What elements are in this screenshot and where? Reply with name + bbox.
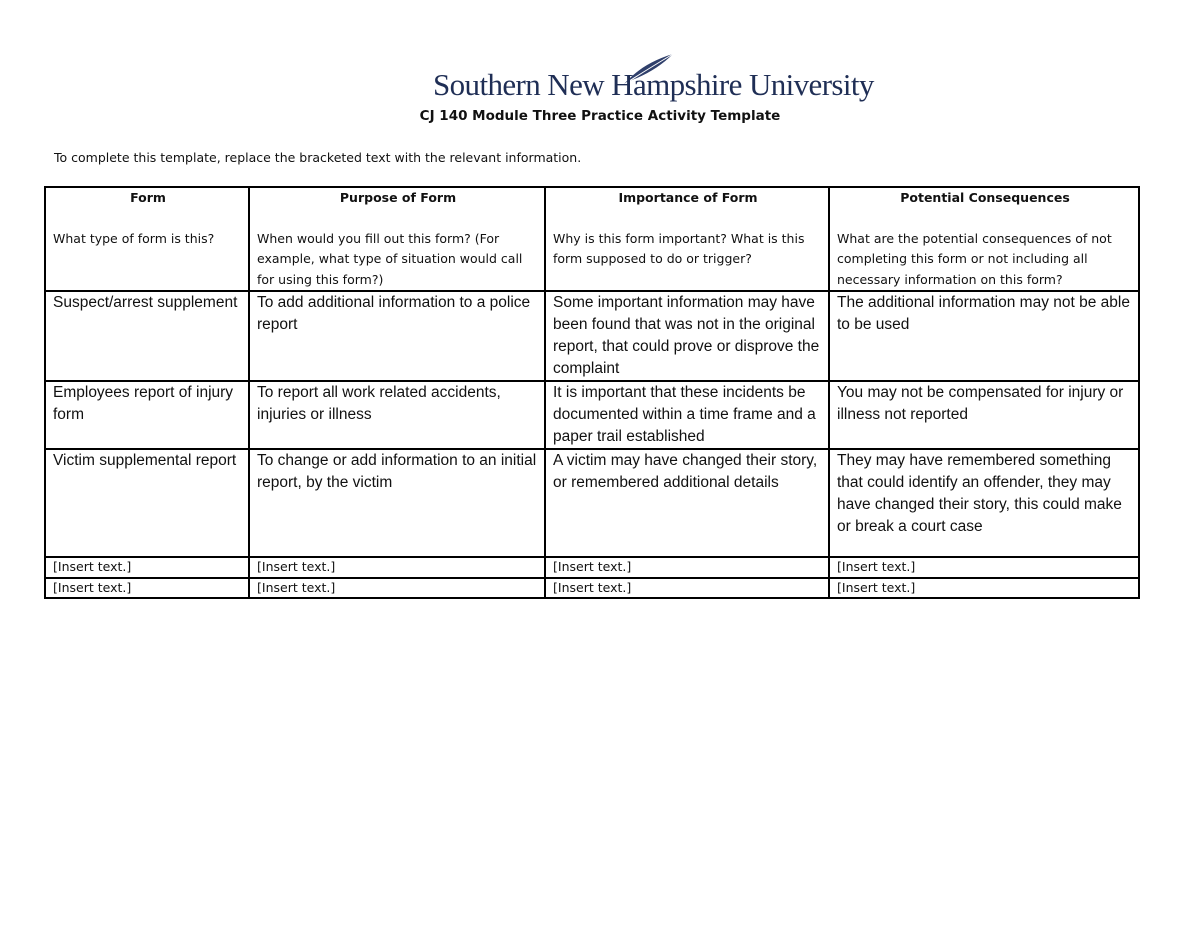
table-row	[45, 381, 1139, 449]
column-question: What type of form is this?	[53, 230, 215, 246]
table-cell: Victim supplemental report	[45, 449, 249, 557]
placeholder-cell[interactable]: [Insert text.]	[829, 557, 1139, 578]
placeholder-cell[interactable]: [Insert text.]	[545, 578, 829, 599]
table-row	[45, 449, 1139, 557]
table-cell: To report all work related accidents, injuries or illness	[249, 381, 545, 449]
table-cell: The additional information may not be able to be used	[829, 291, 1139, 381]
table-cell: To add additional information to a police report	[249, 291, 545, 381]
table-cell: To change or add information to an initial report, by the victim	[249, 449, 545, 557]
placeholder-cell[interactable]: [Insert text.]	[545, 557, 829, 578]
column-title: Importance of Form	[618, 190, 758, 205]
placeholder-cell[interactable]: [Insert text.]	[45, 578, 249, 599]
placeholder-cell[interactable]: [Insert text.]	[45, 557, 249, 578]
column-question: Why is this form important? What is this form supposed to do or trigger?	[553, 230, 805, 266]
table-cell: It is important that these incidents be documented within a time frame and a paper trail established	[545, 381, 829, 449]
table-cell: Employees report of injury form	[45, 381, 249, 449]
forms-table	[44, 186, 1140, 599]
column-title: Form	[130, 190, 166, 205]
table-cell: Suspect/arrest supplement	[45, 291, 249, 381]
table-cell: A victim may have changed their story, or remembered additional details	[545, 449, 829, 557]
university-logo	[433, 52, 874, 104]
header-cell-purpose	[249, 187, 545, 291]
header-cell-importance	[545, 187, 829, 291]
header-cell-form	[45, 187, 249, 291]
placeholder-cell[interactable]: [Insert text.]	[829, 578, 1139, 599]
table-header-row	[45, 187, 1139, 291]
table-row	[45, 578, 1139, 599]
table-cell: They may have remembered something that could identify an offender, they may have changed their story, this could make or break a court case	[829, 449, 1139, 557]
column-title: Purpose of Form	[339, 190, 457, 205]
instructions-text: To complete this template, replace the bracketed text with the relevant information.	[54, 150, 582, 165]
header-cell-consequences	[829, 187, 1139, 291]
table-cell: You may not be compensated for injury or illness not reported	[829, 381, 1139, 449]
column-title: Potential Consequences	[900, 190, 1070, 205]
table-cell: Some important information may have been found that was not in the original report, that could prove or disprove the complaint	[545, 291, 829, 381]
placeholder-cell[interactable]: [Insert text.]	[249, 578, 545, 599]
placeholder-cell[interactable]: [Insert text.]	[249, 557, 545, 578]
document-title: CJ 140 Module Three Practice Activity Template	[419, 108, 781, 124]
table-row	[45, 291, 1139, 381]
logo-wordmark: Southern New Hampshire University	[433, 67, 874, 102]
table-row	[45, 557, 1139, 578]
column-question: When would you fill out this form? (For example, what type of situation would call for using this form?)	[257, 230, 523, 287]
column-question: What are the potential consequences of not completing this form or not including all necessary information on this form?	[837, 230, 1112, 287]
